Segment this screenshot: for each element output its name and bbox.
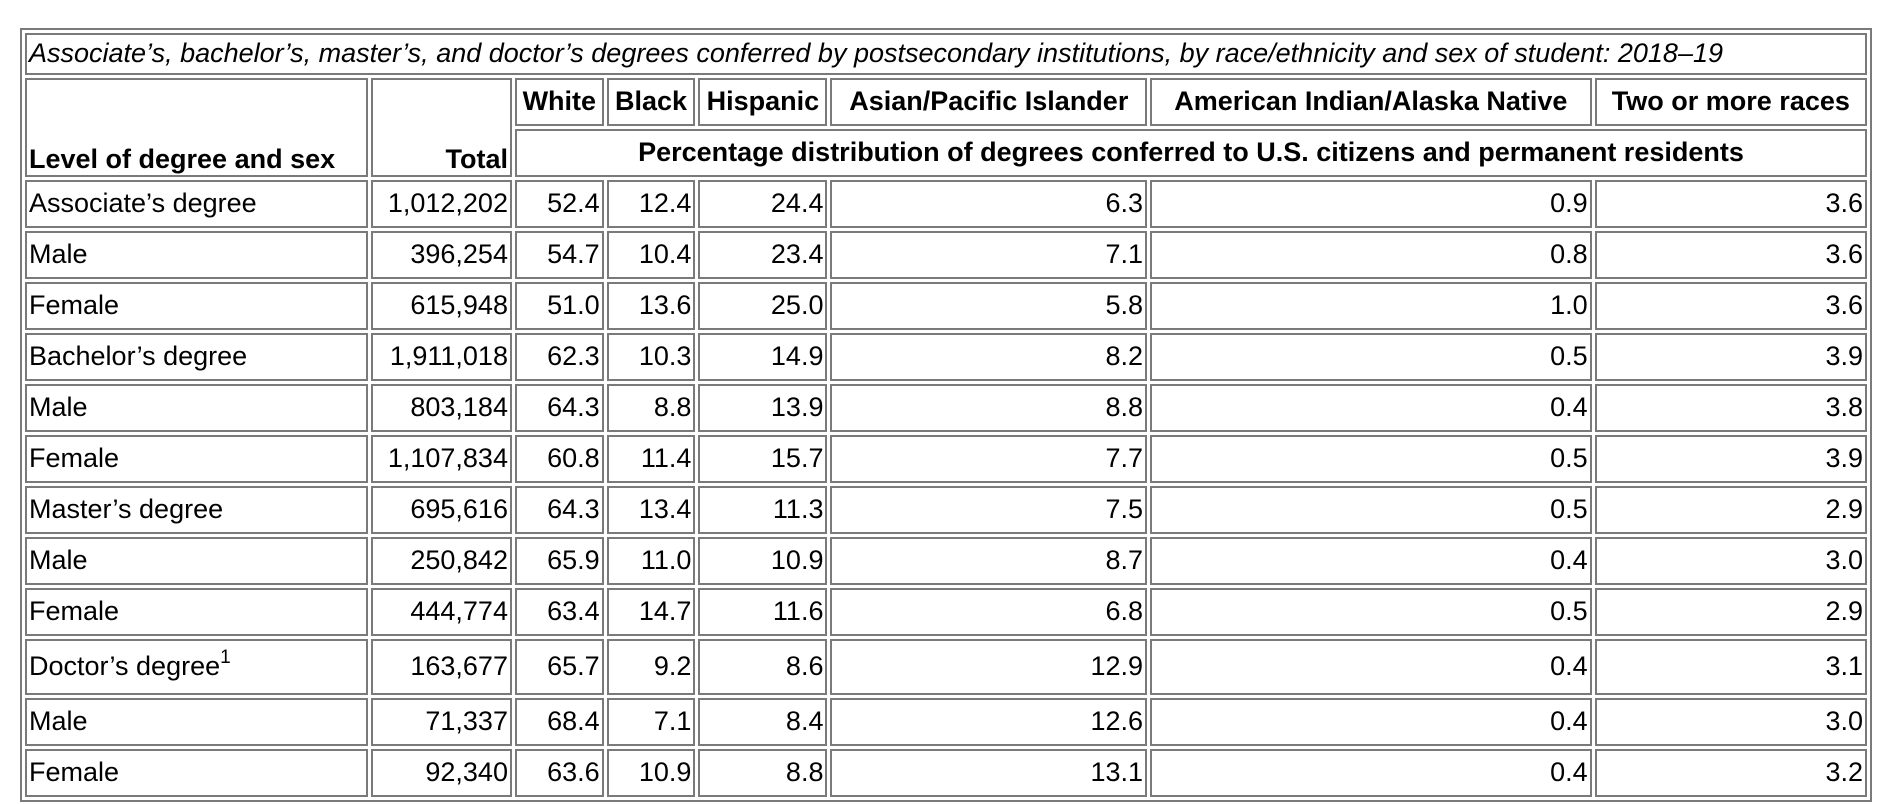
percentage-cell: 11.0: [607, 537, 696, 585]
row-label-text: Female: [29, 290, 120, 321]
percentage-cell: 7.7: [830, 435, 1147, 483]
percentage-cell: 3.0: [1595, 698, 1867, 746]
table-row: [25, 698, 1867, 746]
percentage-cell: 3.6: [1595, 282, 1867, 330]
row-label-text: Male: [29, 545, 88, 576]
total-cell: 615,948: [371, 282, 512, 330]
percentage-cell: 8.8: [698, 749, 827, 797]
row-label: [25, 588, 368, 636]
percentage-cell: 3.9: [1595, 435, 1867, 483]
percentage-cell: 8.4: [698, 698, 827, 746]
percentage-cell: 13.4: [607, 486, 696, 534]
hispanic-column-header: Hispanic: [698, 78, 827, 126]
total-cell: 1,012,202: [371, 180, 512, 228]
asian-pacific-islander-column-header: Asian/Pacific Islander: [830, 78, 1147, 126]
percentage-cell: 3.9: [1595, 333, 1867, 381]
percentage-cell: 0.5: [1150, 333, 1592, 381]
percentage-cell: 9.2: [607, 639, 696, 695]
total-cell: 1,911,018: [371, 333, 512, 381]
percentage-cell: 63.6: [515, 749, 604, 797]
percentage-cell: 0.5: [1150, 588, 1592, 636]
percentage-cell: 0.4: [1150, 698, 1592, 746]
percentage-cell: 10.3: [607, 333, 696, 381]
percentage-cell: 3.2: [1595, 749, 1867, 797]
percentage-cell: 0.4: [1150, 749, 1592, 797]
percentage-cell: 2.9: [1595, 588, 1867, 636]
percentage-cell: 11.4: [607, 435, 696, 483]
percentage-cell: 10.9: [698, 537, 827, 585]
two-or-more-races-column-header: Two or more races: [1595, 78, 1867, 126]
table-row: [25, 537, 1867, 585]
table-row: [25, 384, 1867, 432]
percentage-cell: 10.4: [607, 231, 696, 279]
percentage-cell: 65.7: [515, 639, 604, 695]
total-cell: 92,340: [371, 749, 512, 797]
total-cell: 163,677: [371, 639, 512, 695]
table-row: [25, 749, 1867, 797]
row-label: [25, 537, 368, 585]
row-label-text: Male: [29, 392, 88, 423]
row-label-text: Bachelor’s degree: [29, 341, 248, 372]
row-label-text: Master’s degree: [29, 494, 224, 525]
american-indian-alaska-native-column-header: American Indian/Alaska Native: [1150, 78, 1592, 126]
table-caption: Associate’s, bachelor’s, master’s, and doctor’s degrees conferred by postsecondary institutions, by race/ethnicity and sex of student: 2018–19: [25, 33, 1867, 75]
row-label: [25, 282, 368, 330]
percentage-cell: 11.6: [698, 588, 827, 636]
percentage-cell: 7.1: [830, 231, 1147, 279]
percentage-cell: 12.9: [830, 639, 1147, 695]
white-column-header: White: [515, 78, 604, 126]
percentage-cell: 1.0: [1150, 282, 1592, 330]
total-column-header: Total: [371, 78, 512, 177]
percentage-cell: 8.8: [607, 384, 696, 432]
percentage-cell: 3.0: [1595, 537, 1867, 585]
row-label: [25, 231, 368, 279]
percentage-cell: 15.7: [698, 435, 827, 483]
percentage-cell: 8.6: [698, 639, 827, 695]
percentage-cell: 0.5: [1150, 486, 1592, 534]
total-cell: 71,337: [371, 698, 512, 746]
percentage-cell: 12.6: [830, 698, 1147, 746]
row-label-text: Associate’s degree: [29, 188, 257, 219]
percentage-cell: 13.9: [698, 384, 827, 432]
percentage-cell: 6.3: [830, 180, 1147, 228]
percentage-cell: 13.1: [830, 749, 1147, 797]
total-cell: 396,254: [371, 231, 512, 279]
table-row: [25, 435, 1867, 483]
percentage-cell: 0.4: [1150, 537, 1592, 585]
percentage-cell: 10.9: [607, 749, 696, 797]
table-row: [25, 333, 1867, 381]
percentage-cell: 3.6: [1595, 231, 1867, 279]
table-row: [25, 180, 1867, 228]
percentage-cell: 0.4: [1150, 639, 1592, 695]
percentage-cell: 3.1: [1595, 639, 1867, 695]
percentage-cell: 3.8: [1595, 384, 1867, 432]
percentage-cell: 68.4: [515, 698, 604, 746]
percentage-cell: 7.5: [830, 486, 1147, 534]
percentage-cell: 64.3: [515, 486, 604, 534]
total-cell: 250,842: [371, 537, 512, 585]
percentage-cell: 0.4: [1150, 384, 1592, 432]
percentage-cell: 54.7: [515, 231, 604, 279]
row-label: [25, 749, 368, 797]
percentage-cell: 24.4: [698, 180, 827, 228]
percentage-cell: 14.9: [698, 333, 827, 381]
table-row: [25, 282, 1867, 330]
percentage-cell: 62.3: [515, 333, 604, 381]
percentage-cell: 14.7: [607, 588, 696, 636]
row-label: [25, 180, 368, 228]
percentage-cell: 8.8: [830, 384, 1147, 432]
percentage-cell: 0.8: [1150, 231, 1592, 279]
black-column-header: Black: [607, 78, 696, 126]
row-label: [25, 384, 368, 432]
percentage-cell: 51.0: [515, 282, 604, 330]
percentage-cell: 8.2: [830, 333, 1147, 381]
row-label: [25, 639, 368, 695]
table-row: [25, 231, 1867, 279]
table-row: [25, 639, 1867, 695]
percentage-cell: 6.8: [830, 588, 1147, 636]
percentage-cell: 52.4: [515, 180, 604, 228]
row-label: [25, 486, 368, 534]
total-cell: 803,184: [371, 384, 512, 432]
percentage-cell: 60.8: [515, 435, 604, 483]
percentage-cell: 25.0: [698, 282, 827, 330]
row-label-text: Male: [29, 239, 88, 270]
footnote-marker: 1: [220, 647, 231, 669]
percentage-cell: 13.6: [607, 282, 696, 330]
total-cell: 444,774: [371, 588, 512, 636]
level-column-header: Level of degree and sex: [25, 78, 368, 177]
percentage-cell: 0.5: [1150, 435, 1592, 483]
percentage-cell: 63.4: [515, 588, 604, 636]
table-row: [25, 588, 1867, 636]
table-row: [25, 486, 1867, 534]
row-label: [25, 333, 368, 381]
row-label-text: Doctor’s degree: [29, 651, 221, 682]
percentage-cell: 0.9: [1150, 180, 1592, 228]
percentage-cell: 65.9: [515, 537, 604, 585]
percentage-cell: 5.8: [830, 282, 1147, 330]
percentage-cell: 2.9: [1595, 486, 1867, 534]
row-label: [25, 435, 368, 483]
percentage-cell: 64.3: [515, 384, 604, 432]
row-label-text: Female: [29, 757, 120, 788]
total-cell: 695,616: [371, 486, 512, 534]
percentage-cell: 12.4: [607, 180, 696, 228]
percentage-cell: 23.4: [698, 231, 827, 279]
total-cell: 1,107,834: [371, 435, 512, 483]
row-label-text: Male: [29, 706, 88, 737]
row-label: [25, 698, 368, 746]
degrees-table: [20, 28, 1872, 802]
percentage-cell: 8.7: [830, 537, 1147, 585]
row-label-text: Female: [29, 443, 120, 474]
row-label-text: Female: [29, 596, 120, 627]
percentage-cell: 7.1: [607, 698, 696, 746]
percentage-cell: 11.3: [698, 486, 827, 534]
percentage-cell: 3.6: [1595, 180, 1867, 228]
percentage-distribution-subheader: Percentage distribution of degrees conferred to U.S. citizens and permanent residents: [515, 129, 1867, 177]
